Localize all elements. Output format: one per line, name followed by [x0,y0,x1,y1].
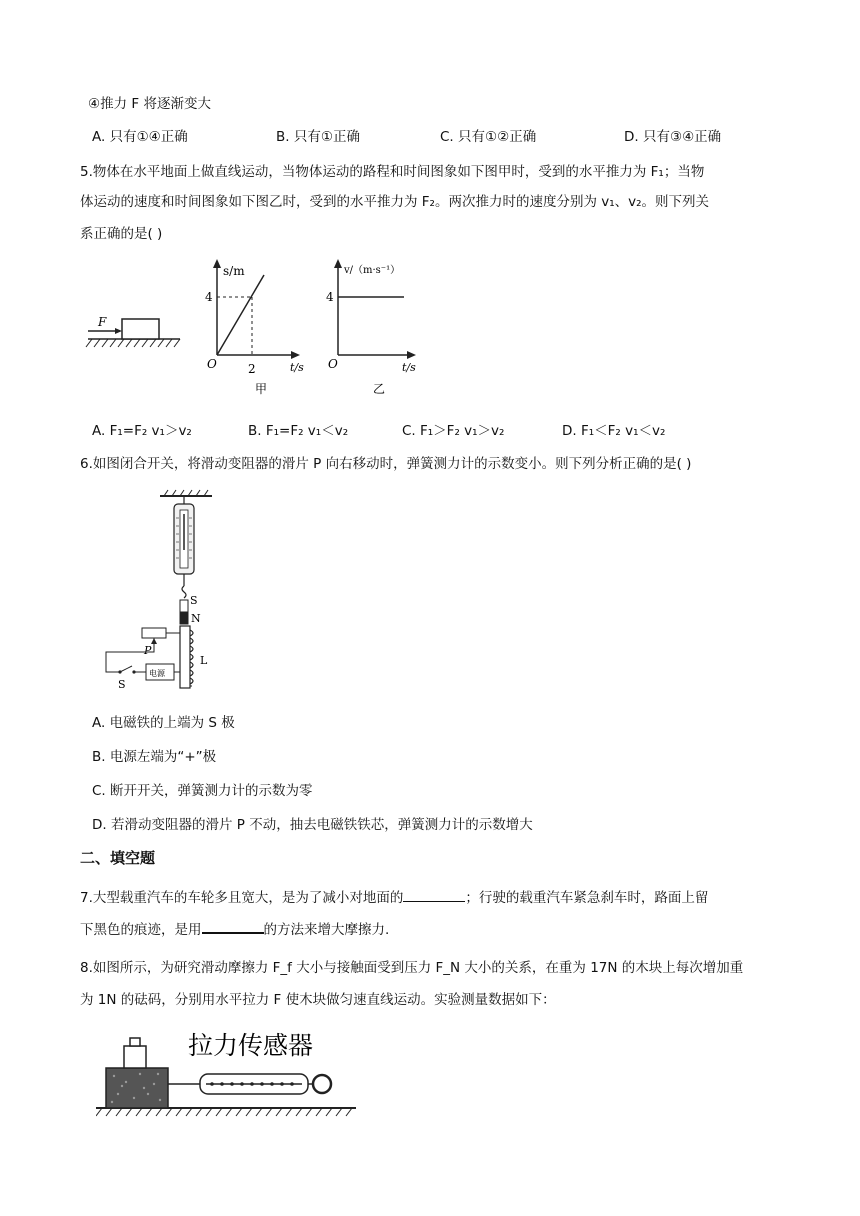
q6-option-a: A. 电磁铁的上端为 S 极 [92,715,235,731]
coil-label: L [200,654,208,667]
weight [124,1038,146,1068]
q8-figure [96,1024,386,1124]
graph-a-ylabel: s/m [223,264,245,278]
electromagnet-coil [180,626,208,688]
q4-option-c: C. 只有①②正确 [440,129,537,145]
graph-b-xlabel: t/s [402,361,416,374]
power-label: 电源 [149,669,165,678]
q4-item4: ④推力 F 将逐渐变大 [88,96,211,112]
switch-label: S [118,678,126,691]
graph-b [326,259,416,396]
q7-line1 [80,886,708,906]
rheostat [142,628,180,657]
graph-b-origin: O [328,357,338,371]
q5-option-c: C. F₁＞F₂ v₁＞v₂ [402,423,505,439]
q5-figure [82,255,422,401]
q6-option-d: D. 若滑动变阻器的滑片 P 不动，抽去电磁铁铁芯，弹簧测力计的示数增大 [92,817,533,833]
graph-a [205,259,304,396]
q7-blank2[interactable] [202,918,264,934]
force-sensor [200,1074,331,1094]
q4-option-b: B. 只有①正确 [276,129,360,145]
q5-option-d: D. F₁＜F₂ v₁＜v₂ [562,423,666,439]
q5-stem-line2: 体运动的速度和时间图象如下图乙时，受到的水平推力为 F₂。两次推力时的速度分别为 v₁、v₂。则下列关 [80,194,710,210]
magnet-n-label: N [191,612,201,625]
spring-balance [174,496,194,598]
q5-option-b: B. F₁=F₂ v₁＜v₂ [248,423,349,439]
wooden-block [106,1068,168,1108]
q6-figure [96,488,216,694]
q8-stem-line2: 为 1N 的砝码，分别用水平拉力 F 使木块做匀速直线运动。实验测量数据如下： [80,992,556,1008]
q7-part1: 7.大型载重汽车的车轮多且宽大，是为了减小对地面的 [80,890,404,906]
q7-line2 [80,918,389,938]
magnet-s-label: S [190,594,198,607]
bar-magnet [180,594,201,625]
q4-option-a: A. 只有①④正确 [92,129,188,145]
section-title: 二、填空题 [80,849,156,867]
q7-part2: ；行驶的载重汽车紧急刹车时，路面上留 [465,890,709,906]
q4-option-d: D. 只有③④正确 [624,129,722,145]
q8-stem-line1: 8.如图所示，为研究滑动摩擦力 F_f 大小与接触面受到压力 F_N 大小的关系，在重为 17N 的木块上每次增加重 [80,960,744,976]
graph-b-ylabel: v/（m·s⁻¹） [344,265,401,276]
force-label: F [98,315,107,329]
q6-option-b: B. 电源左端为“+”极 [92,749,217,765]
graph-b-caption: 乙 [373,382,386,396]
block-diagram [86,315,180,347]
q6-option-c: C. 断开开关，弹簧测力计的示数为零 [92,783,313,799]
q5-stem-line1: 5.物体在水平地面上做直线运动，当物体运动的路程和时间图象如下图甲时，受到的水平推力为 F₁；当物 [80,164,705,180]
graph-a-caption: 甲 [255,382,268,396]
q6-stem: 6.如图闭合开关，将滑动变阻器的滑片 P 向右移动时，弹簧测力计的示数变小。则下列分析正确的是( ) [80,456,692,472]
q5-option-a: A. F₁=F₂ v₁＞v₂ [92,423,192,439]
q7-part4: 的方法来增大摩擦力. [263,922,390,938]
graph-b-ytick: 4 [326,290,334,304]
q7-blank1[interactable] [403,887,465,902]
graph-a-ytick: 4 [205,290,213,304]
slider-label: P [144,644,152,657]
graph-a-xtick: 2 [248,362,256,376]
q5-stem-line3: 系正确的是( ) [80,226,163,242]
graph-a-origin: O [207,357,217,371]
q7-part3: 下黑色的痕迹，是用 [80,922,202,938]
graph-a-xlabel: t/s [290,361,304,374]
sensor-label: 拉力传感器 [188,1031,314,1060]
